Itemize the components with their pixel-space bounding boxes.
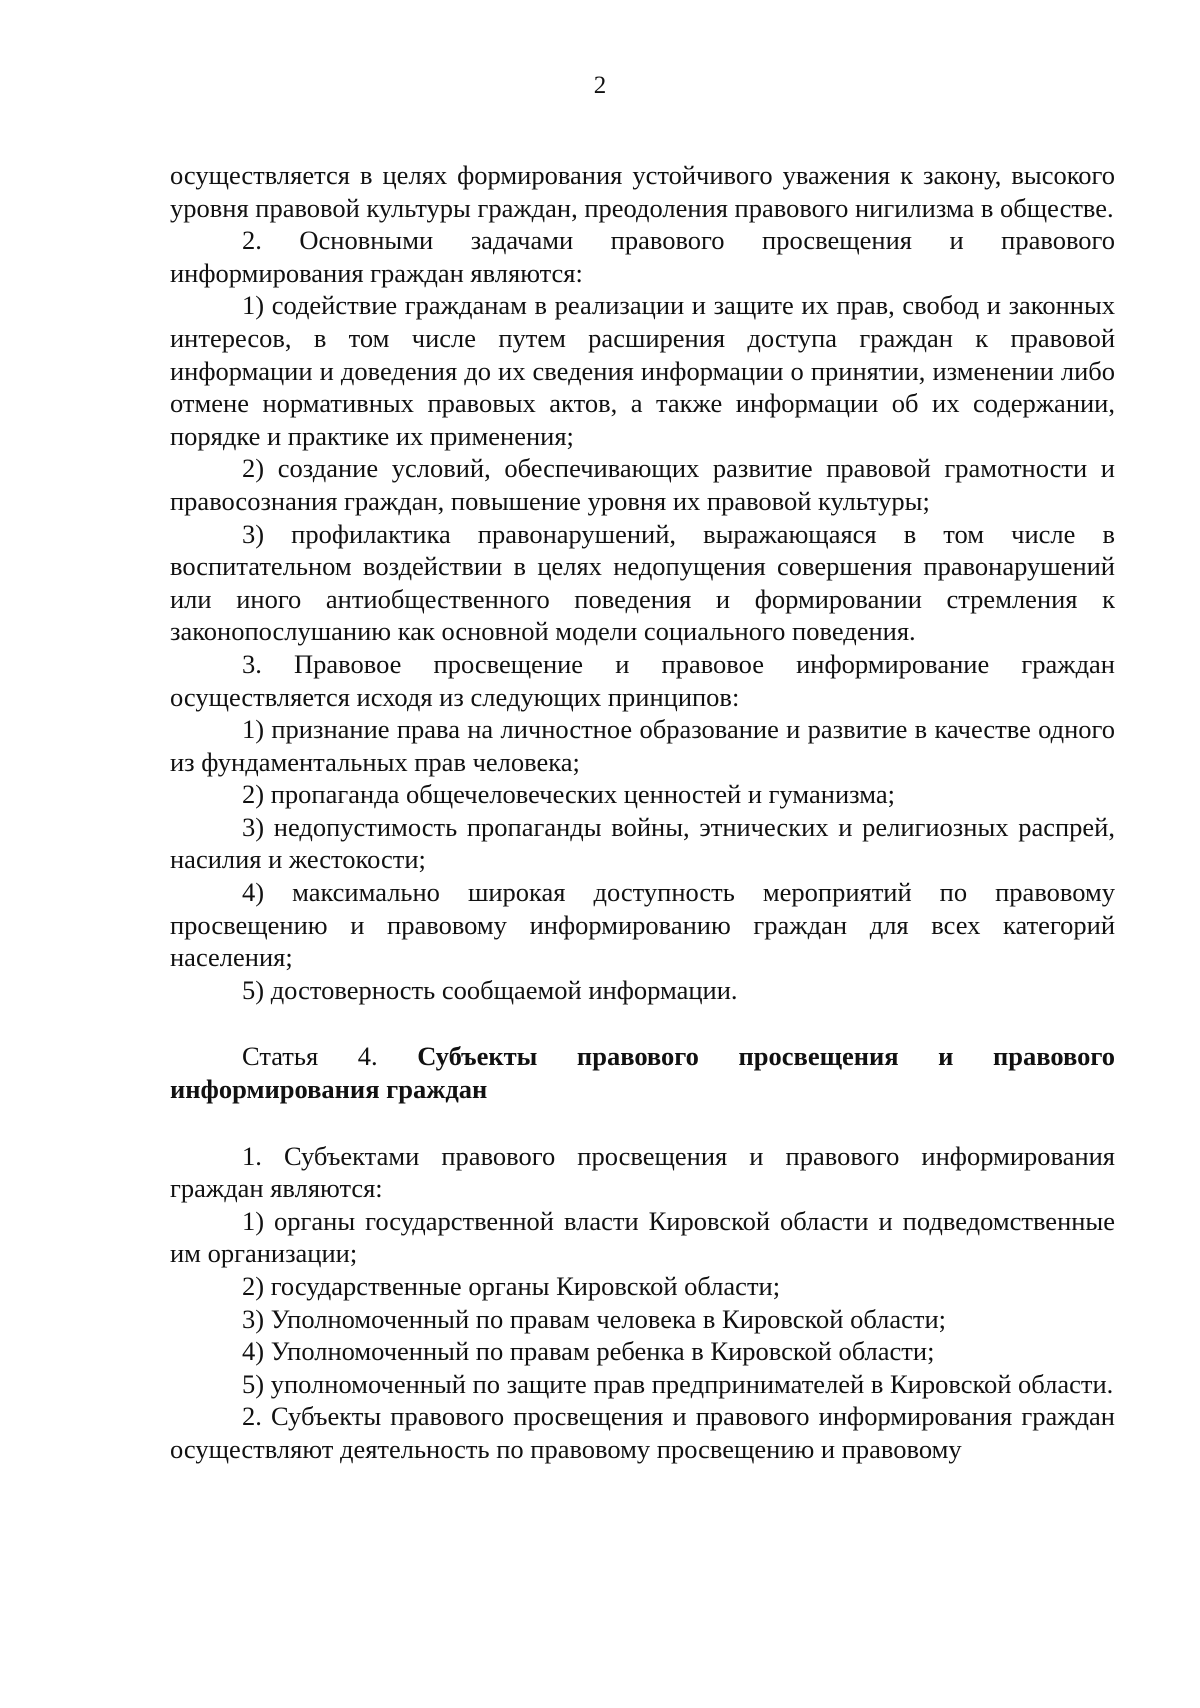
paragraph: 2. Субъекты правового просвещения и правового информирования граждан осуществляют деятельность по правовому просвещению и правовому (170, 1401, 1115, 1464)
paragraph: 1) органы государственной власти Кировской области и подведомственные им организации; (170, 1205, 1115, 1269)
paragraph: осуществляется в целях формирования устойчивого уважения к закону, высокого уровня правовой культуры граждан, преодоления правового нигилизма в обществе. (170, 160, 1115, 223)
paragraph: 5) достоверность сообщаемой информации. (242, 974, 738, 1005)
paragraph: 2) создание условий, обеспечивающих развитие правовой грамотности и правосознания граждан, повышение уровня их правовой культуры; (170, 453, 1115, 516)
document-body (170, 159, 1115, 1466)
paragraph: 5) уполномоченный по защите прав предпринимателей в Кировской области. (242, 1368, 1114, 1399)
paragraph: 1. Субъектами правового просвещения и правового информирования граждан являются: (170, 1140, 1115, 1204)
article-heading (170, 1040, 1115, 1105)
paragraph: 1) содействие гражданам в реализации и защите их прав, свобод и законных интересов, в том числе путем расширения доступа граждан к правовой информации и доведения до их сведения информации о принятии, изменении либо отмене нормативных правовых актов, а также информации об их содержании, порядке и практике их применения; (170, 290, 1115, 451)
article-label: Статья 4. (242, 1041, 378, 1072)
paragraph: 4) Уполномоченный по правам ребенка в Кировской области; (242, 1336, 935, 1367)
paragraph: 4) максимально широкая доступность мероприятий по правовому просвещению и правовому информированию граждан для всех категорий населения; (170, 877, 1115, 973)
paragraph: 2) государственные органы Кировской области; (242, 1271, 781, 1301)
paragraph: 3) недопустимость пропаганды войны, этнических и религиозных распрей, насилия и жестокости; (170, 811, 1115, 875)
article-title: Субъекты правового просвещения и правового информирования граждан (170, 1041, 1115, 1105)
page-number: 2 (593, 72, 607, 99)
paragraph: 3. Правовое просвещение и правовое информирование граждан осуществляется исходя из следующих принципов: (170, 648, 1115, 712)
paragraph: 2) пропаганда общечеловеческих ценностей и гуманизма; (242, 779, 895, 810)
paragraph: 2. Основными задачами правового просвещения и правового информирования граждан являются: (170, 225, 1115, 288)
paragraph: 3) профилактика правонарушений, выражающаяся в том числе в воспитательном воздействии в целях недопущения совершения правонарушений или иного антиобщественного поведения и формировании стремления к законопослушанию как основной модели социального поведения. (170, 518, 1115, 647)
paragraph: 3) Уполномоченный по правам человека в Кировской области; (242, 1303, 947, 1334)
paragraph: 1) признание права на личностное образование и развитие в качестве одного из фундаментальных прав человека; (170, 714, 1115, 777)
